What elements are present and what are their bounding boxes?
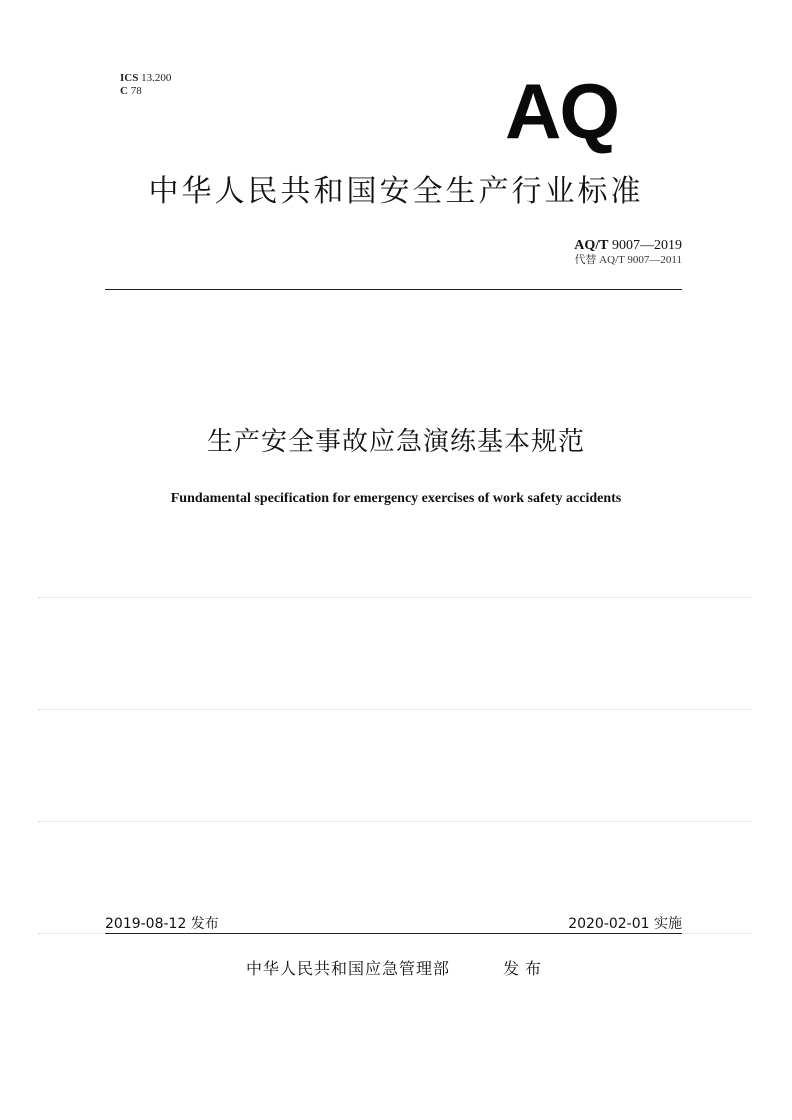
replaces-standard: 代替 AQ/T 9007—2011 [574, 254, 682, 266]
standard-number-prefix: AQ/T [574, 238, 609, 253]
standard-number-value: 9007—2019 [612, 238, 682, 253]
document-title-en: Fundamental specification for emergency exercises of work safety accidents [170, 491, 622, 506]
dotted-divider [38, 597, 752, 598]
ccs-label: C [120, 85, 128, 97]
document-title-cn: 生产安全事故应急演练基本规范 [206, 427, 585, 457]
dotted-divider [38, 709, 752, 710]
standard-logo: AQ [505, 67, 618, 155]
standard-category-title: 中华人民共和国安全生产行业标准 [148, 174, 644, 209]
standard-number [574, 238, 682, 254]
publish-label: 发布 [503, 959, 548, 978]
classification-codes [120, 72, 171, 98]
publish-date: 2019-08-12 发布 [105, 916, 219, 932]
ics-label: ICS [120, 72, 139, 84]
ccs-code [120, 85, 171, 98]
dotted-divider [38, 821, 752, 822]
ics-value: 13.200 [141, 72, 172, 84]
ics-code [120, 72, 171, 85]
ccs-value: 78 [130, 85, 142, 97]
effective-date: 2020-02-01 实施 [568, 916, 682, 932]
header-divider [105, 289, 682, 290]
publisher-name: 中华人民共和国应急管理部 [246, 959, 451, 978]
footer-divider [105, 933, 682, 934]
